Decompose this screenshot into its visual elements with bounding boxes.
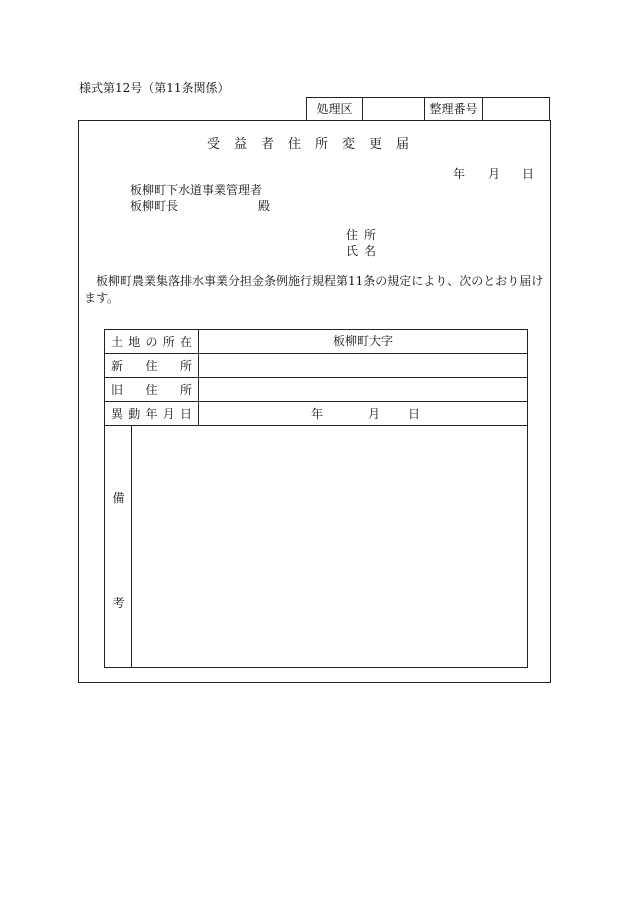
- table-row: [105, 354, 527, 378]
- change-date-year: 年: [311, 407, 324, 421]
- change-date-field[interactable]: [199, 402, 527, 425]
- remarks-label: [105, 426, 132, 667]
- addressee-honorific: 殿: [258, 199, 271, 213]
- addressee-line-2: 板柳町長: [130, 199, 179, 213]
- change-date-label: 異 動 年 月 日: [105, 402, 199, 425]
- processing-table: [306, 97, 550, 120]
- form-title: 受益者住所変更届: [206, 137, 423, 152]
- remarks-char-1: 備: [112, 491, 125, 505]
- body-text: 板柳町農業集落排水事業分担金条例施行規程第11条の規定により、次のとおり届けます。: [84, 274, 544, 305]
- reference-number-label: 整理番号: [425, 98, 483, 120]
- land-location-label: 土 地 の 所 在: [105, 330, 199, 353]
- old-address-label: 旧 住 所: [105, 378, 199, 401]
- remarks-char-2: 考: [112, 596, 125, 610]
- table-row: [105, 330, 527, 354]
- district-field[interactable]: [363, 98, 425, 120]
- remarks-field[interactable]: [132, 426, 527, 667]
- date-month-label: 月: [488, 167, 501, 181]
- date-year-label: 年: [453, 167, 466, 181]
- form-number: 様式第12号（第11条関係）: [79, 81, 230, 95]
- date-day-label: 日: [522, 167, 535, 181]
- addressee-line-1: 板柳町下水道事業管理者: [130, 183, 263, 197]
- new-address-label: 新 住 所: [105, 354, 199, 377]
- applicant-address-label: 住所: [346, 228, 383, 242]
- reference-number-field[interactable]: [483, 98, 549, 120]
- applicant-name-label: 氏名: [346, 244, 383, 258]
- details-table: [104, 329, 528, 668]
- old-address-field[interactable]: [199, 378, 527, 401]
- table-row: [105, 402, 527, 426]
- district-label: 処理区: [307, 98, 363, 120]
- change-date-month: 月: [368, 407, 381, 421]
- new-address-field[interactable]: [199, 354, 527, 377]
- table-row: [105, 378, 527, 402]
- change-date-day: 日: [408, 407, 421, 421]
- land-location-field[interactable]: 板柳町大字: [332, 334, 393, 348]
